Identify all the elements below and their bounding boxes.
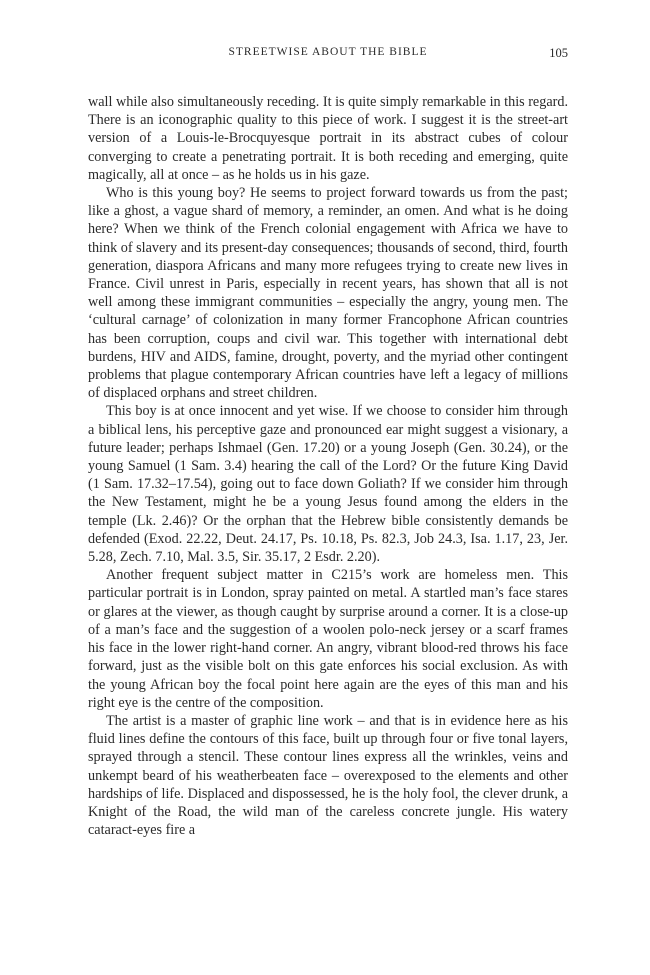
body-text: [88, 93, 568, 839]
paragraph-line-work: The artist is a master of graphic line work – and that is in evidence here as his fluid lines define the contours of this face, built up through four or five tonal layers, sprayed through a stencil. These contour lines express all the wrinkles, veins and unkempt beard of his weatherbeaten face – overexposed to the elements and other hardships of life. Displaced and dispossessed, he is the holy fool, the clever drunk, a Knight of the Road, the wild man of the careless concrete jungle. His watery cataract-eyes fire a: [88, 712, 568, 839]
running-title: STREETWISE ABOUT THE BIBLE: [228, 46, 428, 58]
paragraph-young-boy: Who is this young boy? He seems to project forward towards us from the past; like a ghost, a vague shard of memory, a reminder, an omen. And what is he doing here? When we think of the French colonial engagement with Africa we have to think of slavery and its present-day consequences; thousands of second, third, fourth generation, diaspora Africans and many more refugees trying to create new lives in France. Civil unrest in Paris, especially in recent years, has shown that all is not well among these immigrant communities – especially the angry, young men. The ‘cultural carnage’ of colonization in many former Francophone African countries has been corruption, coups and civil war. This together with international debt burdens, HIV and AIDS, famine, drought, poverty, and the myriad other contingent problems that plague contemporary African countries have left a legacy of millions of displaced orphans and street children.: [88, 185, 568, 402]
running-header: [88, 46, 568, 64]
page-number: 105: [549, 46, 568, 60]
paragraph-homeless-men: Another frequent subject matter in C215’s work are homeless men. This particular portrait is in London, spray painted on metal. A startled man’s face stares or glares at the viewer, as though caught by surprise around a corner. It is a close-up of a man’s face and the suggestion of a woolen polo-neck jersey or a scarf frames his face in the lower right-hand corner. An angry, vibrant blood-red throws his face forward, just as the visible bolt on this gate enforces his social exclusion. As with the young African boy the focal point here again are the eyes of this man and his right eye is the centre of the composition.: [88, 567, 568, 711]
paragraph-continued: wall while also simultaneously receding. It is quite simply remarkable in this regard. There is an iconographic quality to this piece of work. I suggest it is the street-art version of a Louis-le-Brocquyesque portrait in its abstract cubes of colour converging to create a penetrating portrait. It is both receding and emerging, quite magically, all at once – as he holds us in his gaze.: [88, 94, 568, 183]
paragraph-biblical-lens: This boy is at once innocent and yet wise. If we choose to consider him through a biblical lens, his perceptive gaze and pronounced ear might suggest a visionary, a future leader; perhaps Ishmael (Gen. 17.20) or a young Joseph (Gen. 30.24), or the young Samuel (1 Sam. 3.4) hearing the call of the Lord? Or the future King David (1 Sam. 17.32–17.54), going out to face down Goliath? If we consider him through the New Testament, might he be a young Jesus found among the elders in the temple (Lk. 2.46)? Or the orphan that the Hebrew bible consistently demands be defended (Exod. 22.22, Deut. 24.17, Ps. 10.18, Ps. 82.3, Job 24.3, Isa. 1.17, 23, Jer. 5.28, Zech. 7.10, Mal. 3.5, Sir. 35.17, 2 Esdr. 2.20).: [88, 403, 568, 566]
